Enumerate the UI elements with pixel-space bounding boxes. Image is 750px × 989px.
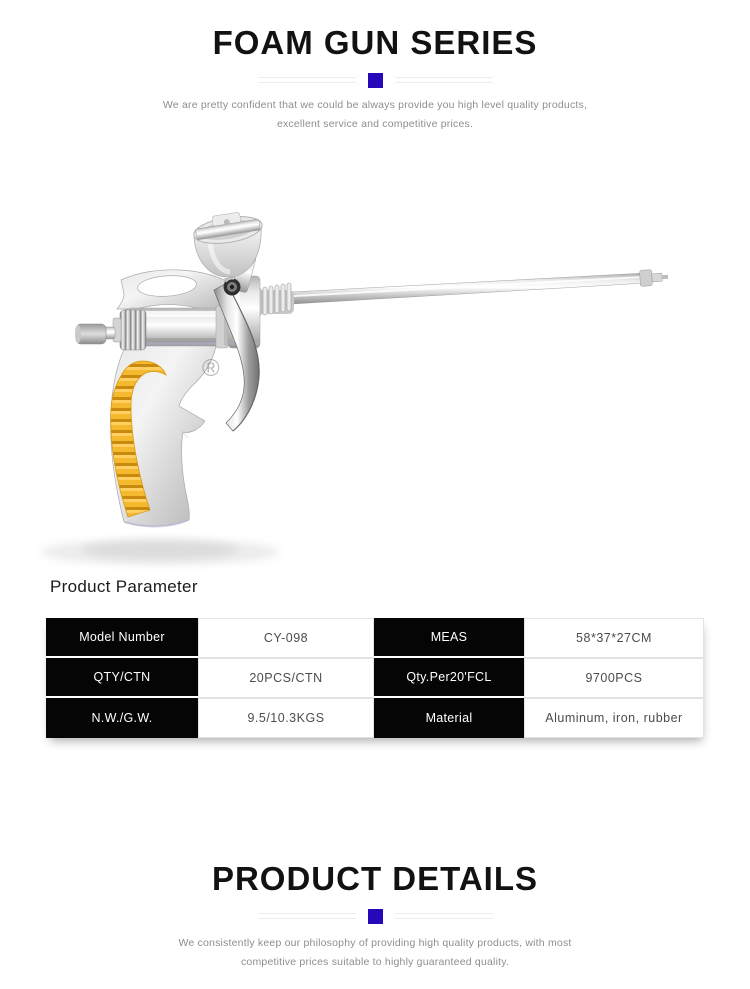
gun-floor-shadow-core: [82, 541, 238, 559]
title-divider: [0, 72, 750, 88]
param-header-cell: MEAS: [374, 618, 524, 658]
header-tagline-line2: excellent service and competitive prices.: [276, 118, 474, 130]
header-tagline: [0, 96, 750, 134]
foam-gun-illustration: [0, 180, 750, 580]
param-header-cell: Qty.Per20'FCL: [374, 658, 524, 698]
gun-pivot-screw: [224, 279, 241, 296]
param-value-cell: 9.5/10.3KGS: [198, 698, 374, 738]
details-tagline-line2: competitive prices suitable to highly guaranteed quality.: [240, 956, 510, 968]
divider-line-right: [395, 77, 493, 83]
param-header-cell: Model Number: [46, 618, 198, 658]
registered-trademark: ®: [202, 355, 220, 382]
divider-accent-square: [368, 909, 383, 924]
param-header-cell: Material: [374, 698, 524, 738]
gun-barrel: [292, 269, 668, 304]
gun-spring-coils: [256, 283, 294, 316]
product-parameter-table: [46, 618, 704, 738]
barrel-tip: [640, 269, 669, 286]
product-details-title: PRODUCT DETAILS: [211, 860, 539, 897]
header-tagline-line1: We are pretty confident that we could be always provide you high level quality products,: [162, 99, 588, 111]
product-parameter-heading: Product Parameter: [50, 577, 198, 596]
page-title: FOAM GUN SERIES: [212, 24, 538, 61]
details-tagline: [0, 934, 750, 972]
gun-flow-knob: [113, 310, 146, 350]
divider-accent-square: [368, 73, 383, 88]
gun-front-nozzle: [75, 324, 115, 344]
param-value-cell: CY-098: [198, 618, 374, 658]
divider-line-left: [258, 77, 356, 83]
param-value-cell: 20PCS/CTN: [198, 658, 374, 698]
details-divider: [0, 908, 750, 924]
details-tagline-line1: We consistently keep our philosophy of providing high quality products, with most: [178, 937, 572, 949]
param-value-cell: 58*37*27CM: [524, 618, 704, 658]
product-photo-foam-gun: [0, 180, 750, 580]
param-header-cell: QTY/CTN: [46, 658, 198, 698]
param-value-cell: 9700PCS: [524, 658, 704, 698]
divider-line-right: [395, 913, 493, 919]
param-header-cell: N.W./G.W.: [46, 698, 198, 738]
divider-line-left: [258, 913, 356, 919]
param-value-cell: Aluminum, iron, rubber: [524, 698, 704, 738]
